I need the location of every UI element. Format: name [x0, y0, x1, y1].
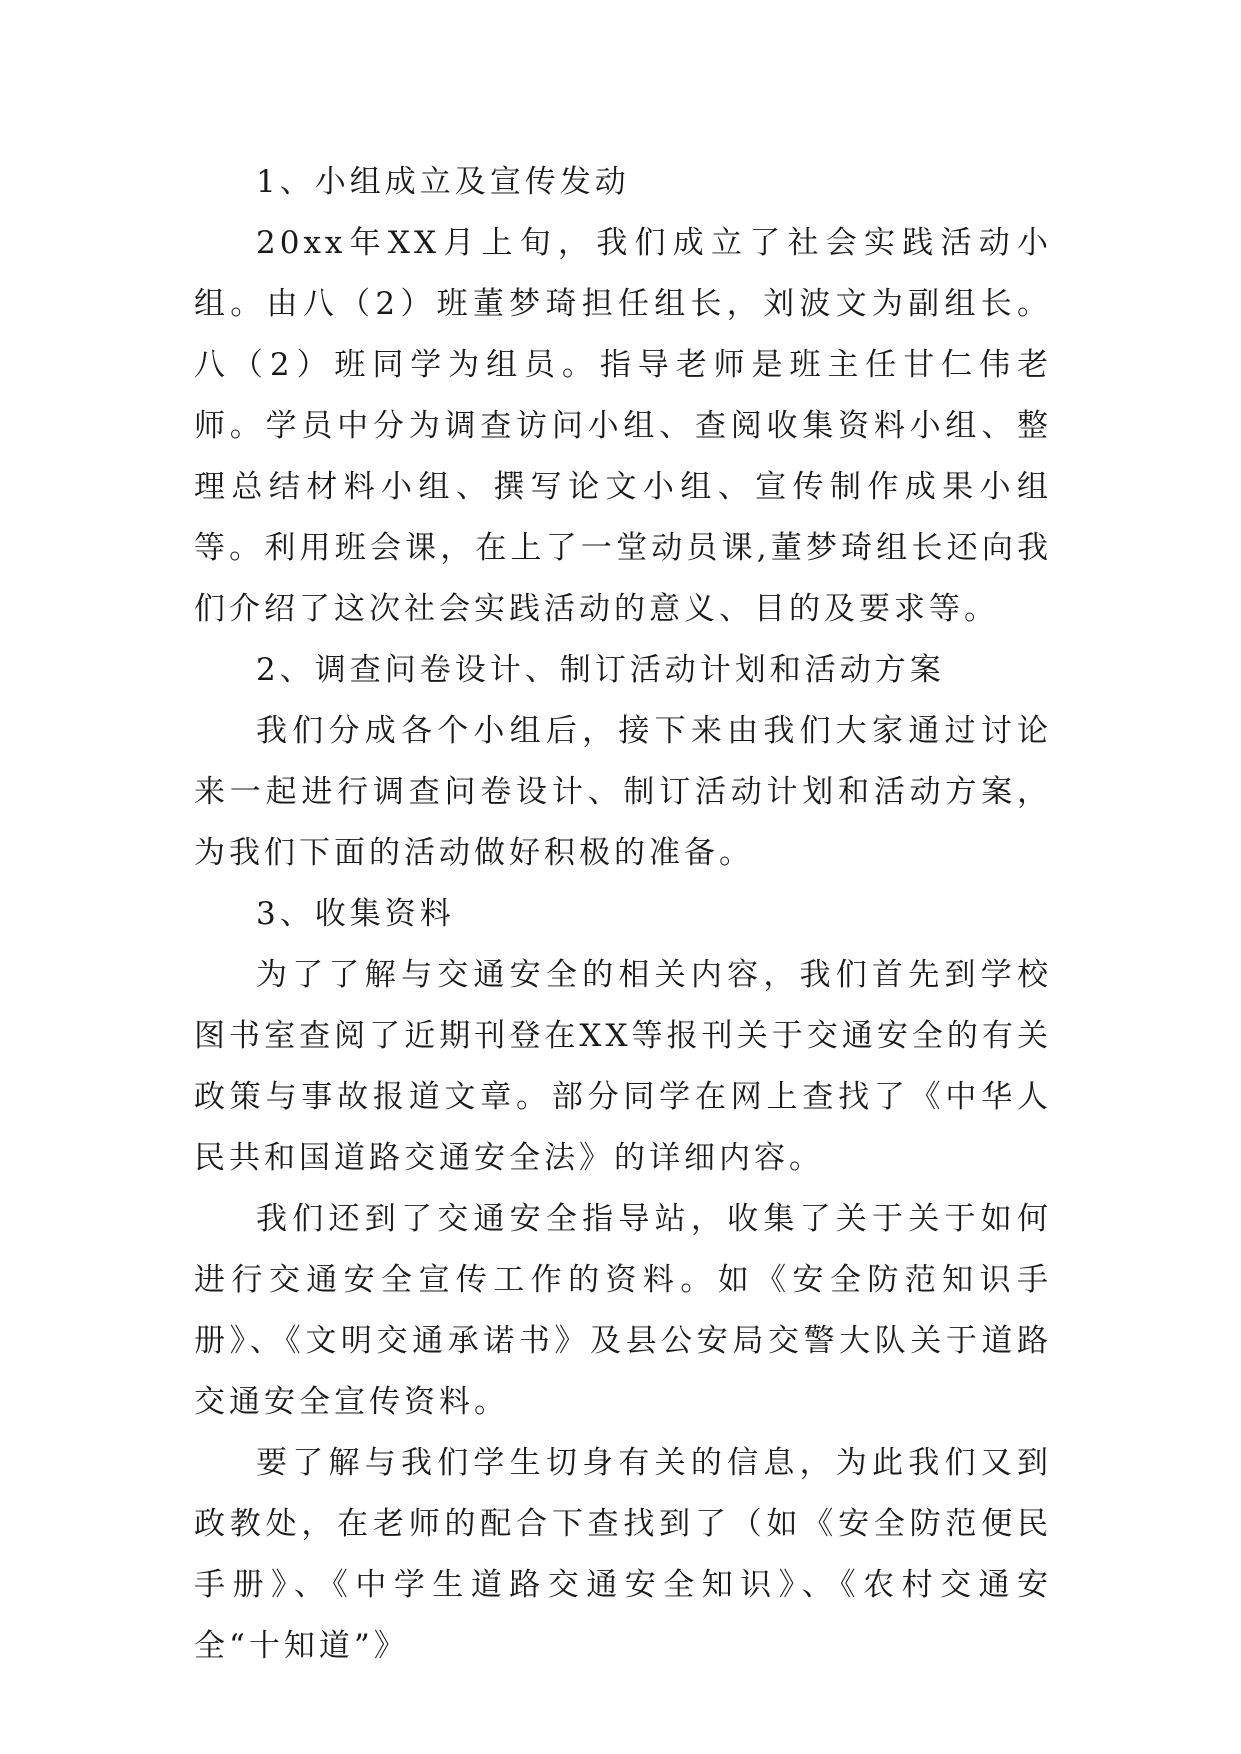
section-heading-2: 2、调查问卷设计、制订活动计划和活动方案	[256, 652, 945, 688]
paragraph-traffic-station: 我们还到了交通安全指导站，收集了关于关于如何进行交通安全宣传工作的资料。如《安全防范知识手册》、《文明交通承诺书》及县公安局交警大队关于道路交通安全宣传资料。	[194, 1201, 1052, 1420]
section-heading-1: 1、小组成立及宣传发动	[256, 164, 630, 200]
document-body	[194, 152, 1052, 1677]
section-heading-3: 3、收集资料	[256, 896, 455, 932]
paragraph-library-research: 为了了解与交通安全的相关内容，我们首先到学校图书室查阅了近期刊登在XX等报刊关于交通安全的有关政策与事故报道文章。部分同学在网上查找了《中华人民共和国道路交通安全法》的详细内容。	[194, 957, 1052, 1176]
paragraph-planning: 我们分成各个小组后，接下来由我们大家通过讨论来一起进行调查问卷设计、制订活动计划和活动方案，为我们下面的活动做好积极的准备。	[194, 713, 1052, 871]
paragraph-political-office: 要了解与我们学生切身有关的信息，为此我们又到政教处，在老师的配合下查找到了（如《安全防范便民手册》、《中学生道路交通安全知识》、《农村交通安全“十知道”》	[194, 1445, 1052, 1664]
paragraph-group-setup: 20xx年XX月上旬，我们成立了社会实践活动小组。由八（2）班董梦琦担任组长，刘波文为副组长。八（2）班同学为组员。指导老师是班主任甘仁伟老师。学员中分为调查访问小组、查阅收集资料小组、整理总结材料小组、撰写论文小组、宣传制作成果小组等。利用班会课，在上了一堂动员课,董梦琦组长还向我们介绍了这次社会实践活动的意义、目的及要求等。	[194, 225, 1052, 627]
